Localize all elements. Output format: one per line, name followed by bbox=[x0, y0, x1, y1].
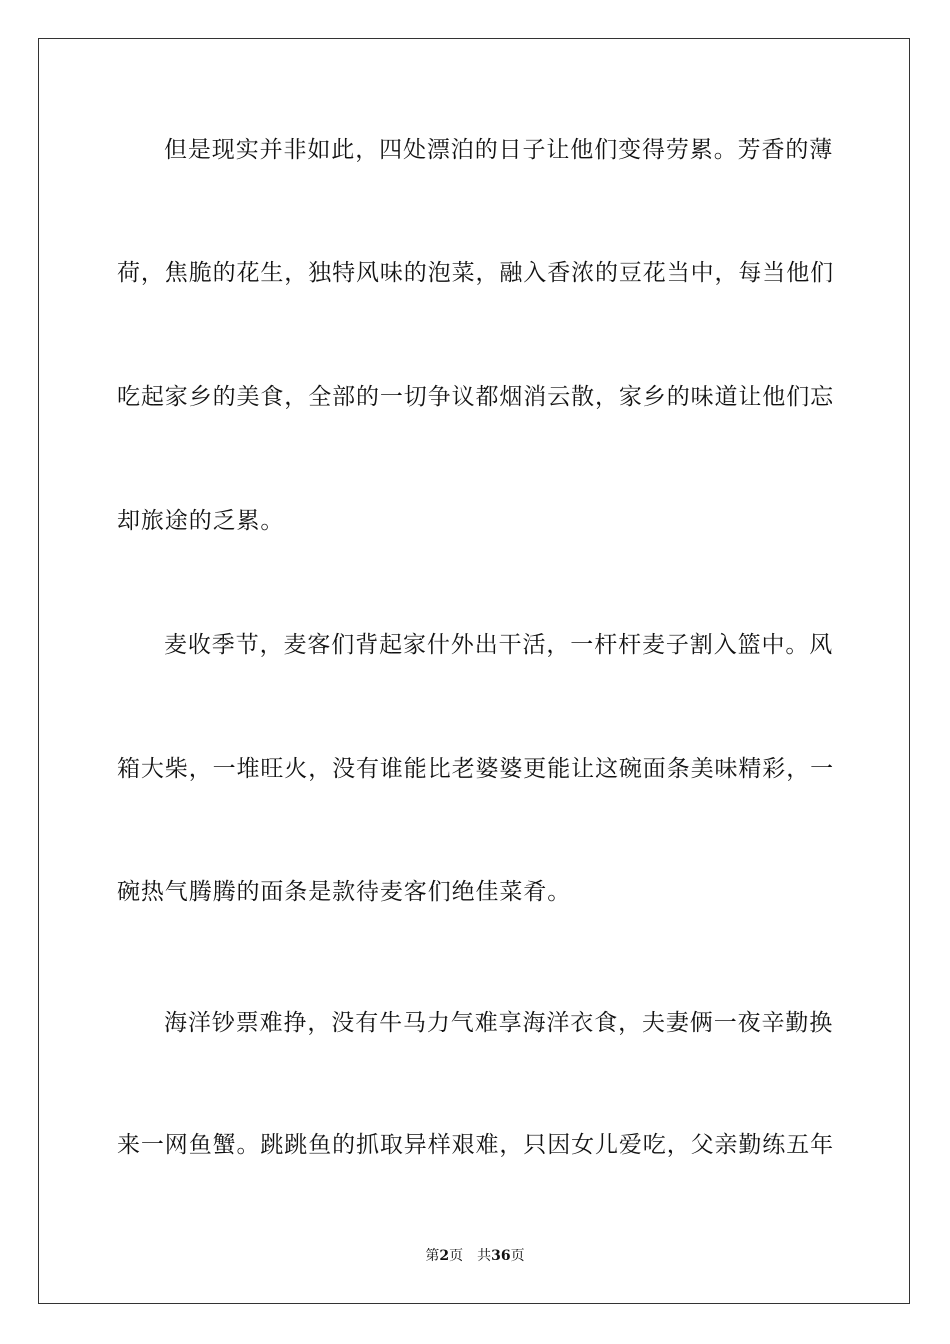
text-line: 海洋钞票难挣，没有牛马力气难享海洋衣食，夫妻俩一夜辛勤换 bbox=[164, 1010, 834, 1036]
text-line: 吃起家乡的美食，全部的一切争议都烟消云散，家乡的味道让他们忘 bbox=[117, 384, 834, 410]
text-line: 来一网鱼蟹。跳跳鱼的抓取异样艰难，只因女儿爱吃，父亲勤练五年 bbox=[117, 1132, 834, 1158]
total-prefix: 共 bbox=[477, 1248, 492, 1264]
page-prefix: 第 bbox=[425, 1248, 440, 1264]
text-line: 碗热气腾腾的面条是款待麦客们绝佳菜肴。 bbox=[117, 879, 572, 905]
page-footer bbox=[0, 1247, 950, 1265]
text-line: 荷，焦脆的花生，独特风味的泡菜，融入香浓的豆花当中，每当他们 bbox=[117, 260, 834, 286]
text-line: 箱大柴，一堆旺火，没有谁能比老婆婆更能让这碗面条美味精彩，一 bbox=[117, 756, 834, 782]
page-suffix: 页 bbox=[449, 1248, 464, 1264]
text-line: 麦收季节，麦客们背起家什外出干活，一杆杆麦子割入篮中。风 bbox=[164, 632, 834, 658]
total-pages: 36 bbox=[491, 1248, 511, 1264]
page-border bbox=[38, 38, 910, 1304]
text-line: 但是现实并非如此，四处漂泊的日子让他们变得劳累。芳香的薄 bbox=[164, 137, 834, 163]
text-line: 却旅途的乏累。 bbox=[117, 508, 285, 534]
total-suffix: 页 bbox=[510, 1248, 525, 1264]
page-number: 2 bbox=[439, 1248, 450, 1264]
